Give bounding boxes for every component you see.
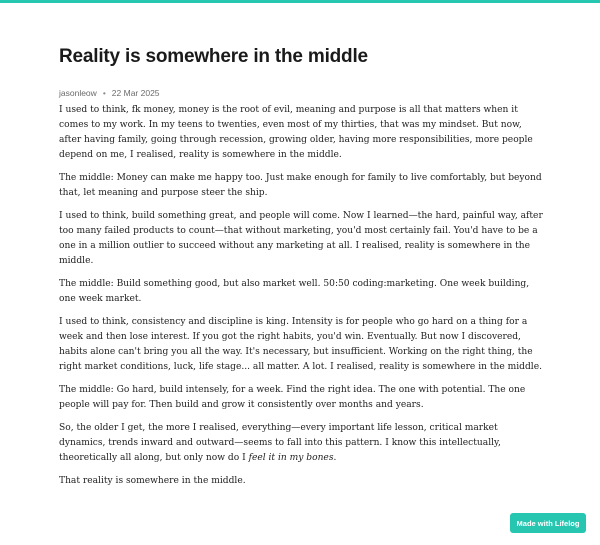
post-body [59, 103, 543, 489]
paragraph: I used to think, consistency and discipline is king. Intensity is for people who go hard on a thing for a week and then lose interest. If you got the right habits, you'd win. Eventually. But now I discovered, habits alone can't bring you all the way. It's necessary, but insufficient. Working on the right thing, the right market conditions, luck, life stage... all matter. A lot. I realised, reality is somewhere in the middle. [59, 317, 542, 372]
post-title: Reality is somewhere in the middle [59, 46, 368, 67]
paragraph-text-end: . [333, 453, 337, 463]
post-article [59, 44, 543, 497]
emphasis-text: feel it in my bones [248, 453, 334, 463]
paragraph: The middle: Money can make me happy too. Just make enough for family to live comfortably, but beyond that, let meaning and purpose steer the ship. [59, 173, 542, 198]
post-date: 22 Mar 2025 [111, 88, 160, 98]
post-meta [59, 87, 543, 99]
paragraph: I used to think, build something great, and people will come. Now I learned—the hard, painful way, after too many failed products to count—that without marketing, you'd most certainly fail. You'd have to be a one in a million outlier to succeed without any marketing at all. I realised, reality is somewhere in the middle. [59, 211, 543, 266]
top-accent-bar [0, 0, 600, 3]
meta-separator: • [102, 88, 106, 98]
post-author[interactable]: jasonleow [59, 88, 97, 98]
made-with-lifelog-button[interactable]: Made with Lifelog [510, 513, 586, 533]
closing-paragraph: That reality is somewhere in the middle. [59, 476, 246, 486]
paragraph-text: So, the older I get, the more I realised, everything—every important life lesson, critical market dynamics, trends inward and outward—seems to fall into this pattern. I know this intellectually, theoretically all along, but only now do I [59, 423, 501, 463]
paragraph: The middle: Go hard, build intensely, for a week. Find the right idea. The one with potential. The one people will pay for. Then build and grow it consistently over months and years. [59, 385, 526, 410]
paragraph: The middle: Build something good, but also market well. 50:50 coding:marketing. One week building, one week market. [59, 279, 530, 304]
paragraph [59, 421, 543, 466]
paragraph: I used to think, fk money, money is the root of evil, meaning and purpose is all that matters when it comes to my work. In my teens to twenties, even most of my thirties, that was my mindset. But now, after having family, going through recession, growing older, having more responsibilities, more people depend on me, I realised, reality is somewhere in the middle. [59, 105, 533, 160]
